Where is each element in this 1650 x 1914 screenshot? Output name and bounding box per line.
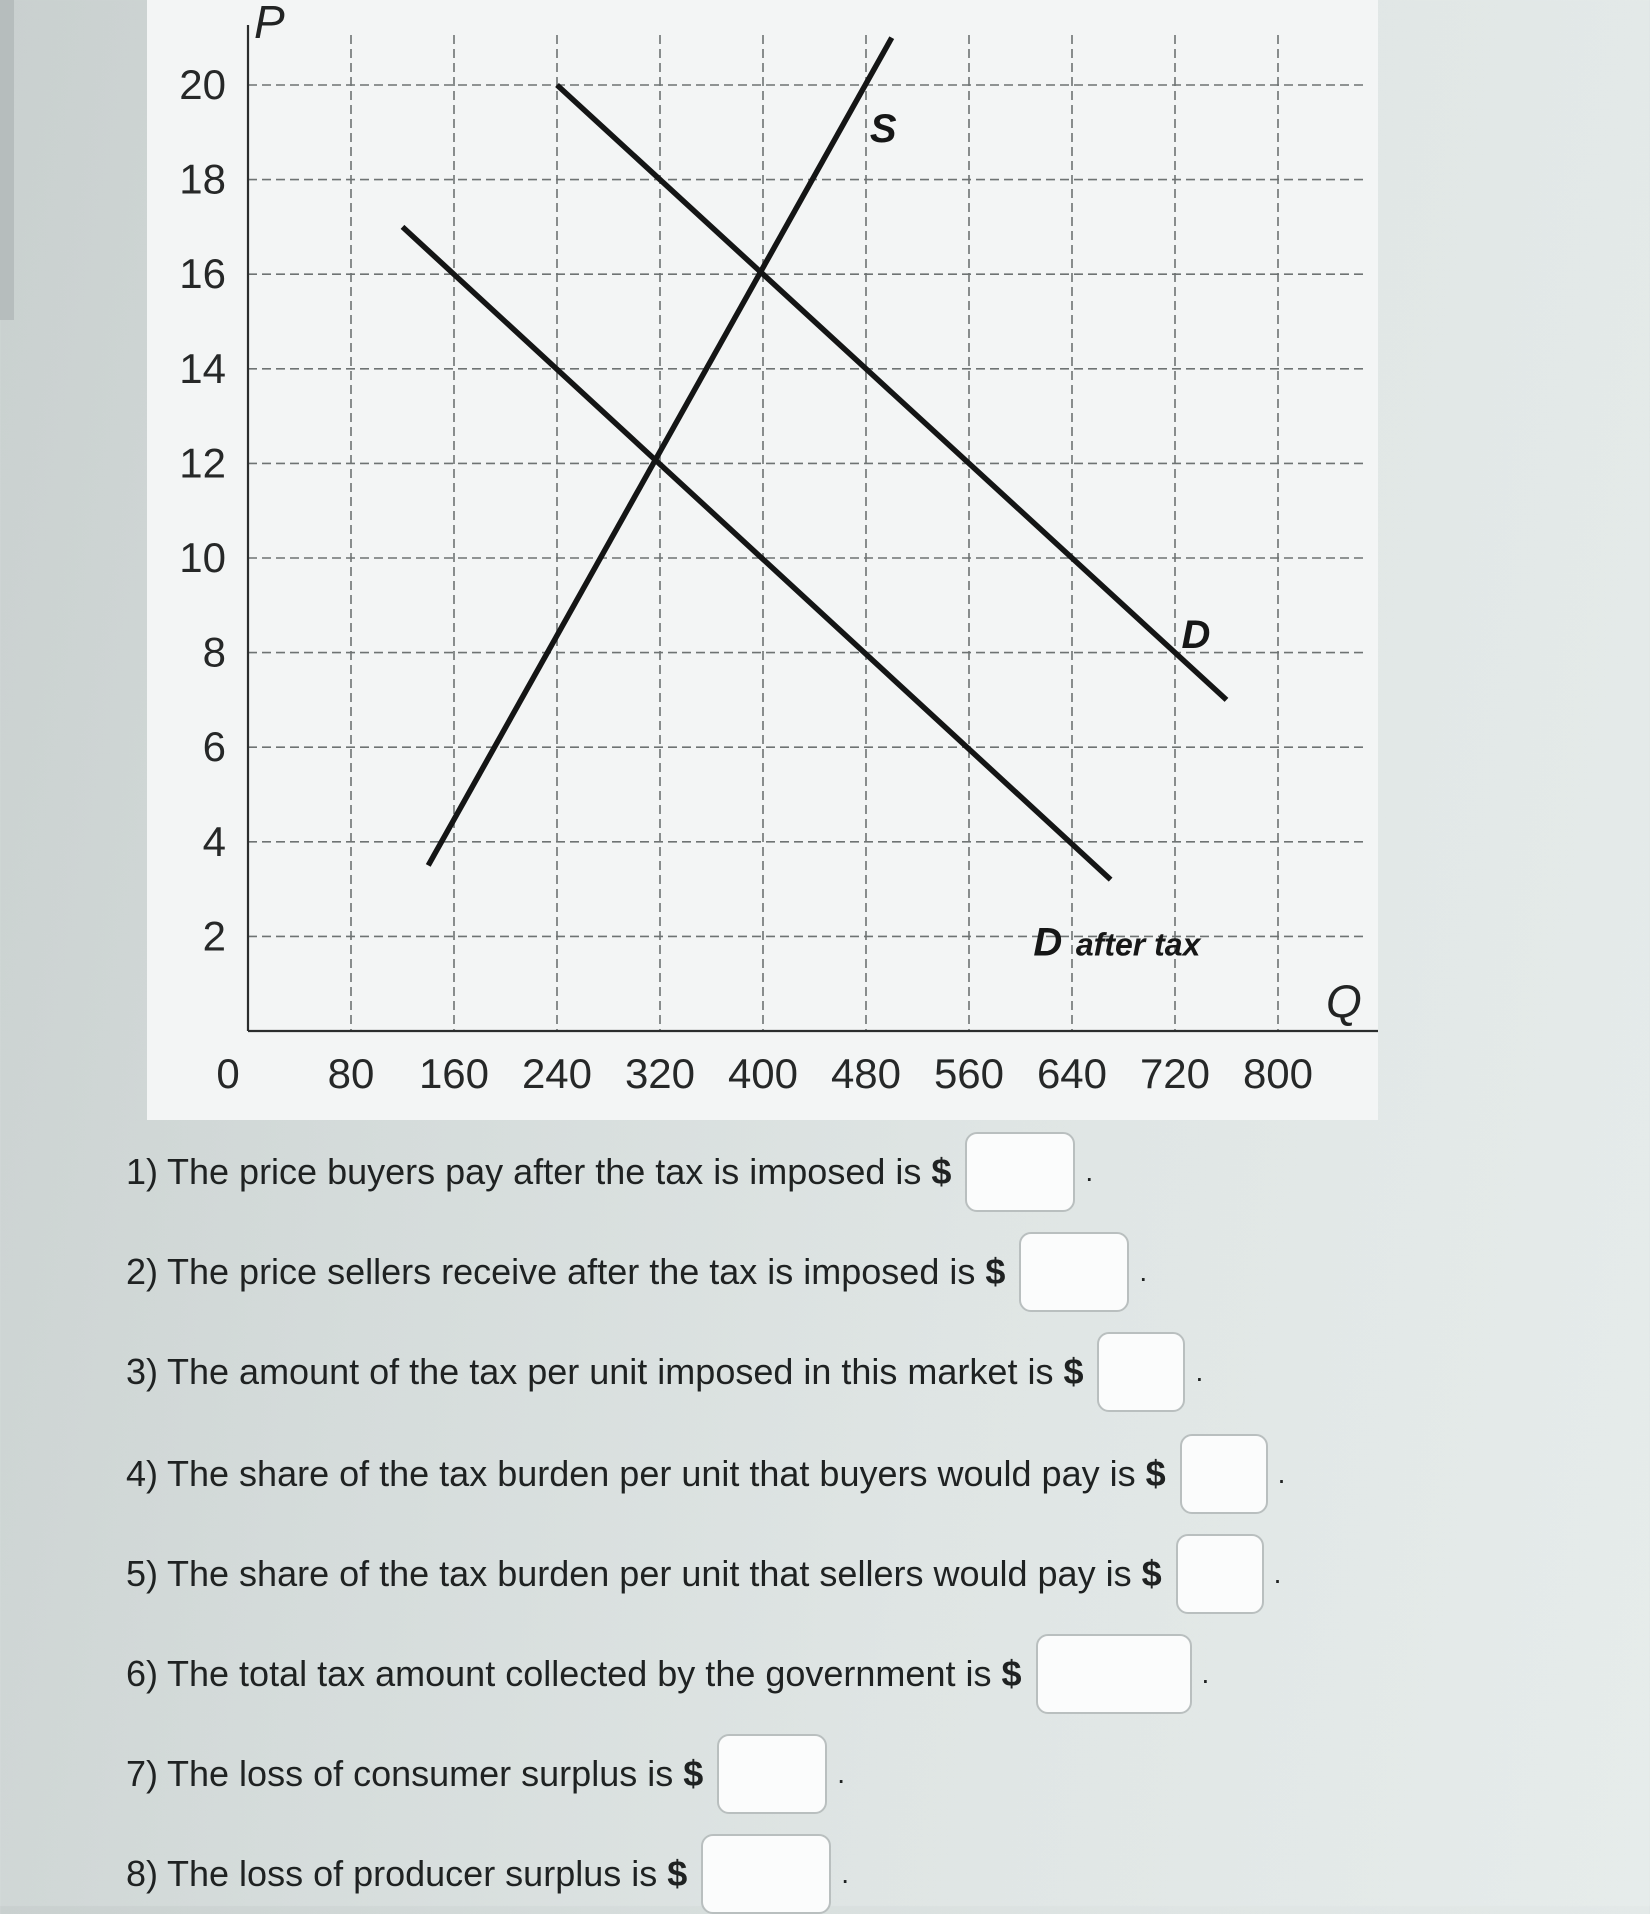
question-number: 5) — [126, 1553, 158, 1595]
answer-input-2[interactable] — [1019, 1232, 1129, 1312]
question-number: 7) — [126, 1753, 158, 1795]
question-text: The share of the tax burden per unit that sellers would pay is — [167, 1553, 1132, 1595]
currency-symbol: $ — [1063, 1351, 1083, 1393]
sentence-end: . — [1195, 1356, 1203, 1388]
answer-input-6[interactable] — [1036, 1634, 1192, 1714]
question-1 — [126, 1132, 1093, 1212]
x-tick-label: 480 — [831, 1050, 901, 1097]
answer-input-8[interactable] — [701, 1834, 831, 1914]
chart-panel — [147, 0, 1378, 1120]
question-text: The total tax amount collected by the government is — [167, 1653, 991, 1695]
question-number: 2) — [126, 1251, 158, 1293]
question-text: The share of the tax burden per unit that buyers would pay is — [167, 1453, 1136, 1495]
origin-label: 0 — [216, 1050, 239, 1097]
question-6 — [126, 1634, 1209, 1714]
demand-after-tax-note: after tax — [1076, 926, 1202, 962]
currency-symbol: $ — [1001, 1653, 1021, 1695]
answer-input-7[interactable] — [717, 1734, 827, 1814]
labels — [179, 0, 1362, 1097]
x-tick-label: 240 — [522, 1050, 592, 1097]
supply-demand-chart — [147, 0, 1378, 1120]
question-number: 3) — [126, 1351, 158, 1393]
currency-symbol: $ — [1142, 1553, 1162, 1595]
x-tick-label: 640 — [1037, 1050, 1107, 1097]
x-tick-label: 160 — [419, 1050, 489, 1097]
question-4 — [126, 1434, 1285, 1514]
y-axis-title: P — [254, 0, 285, 48]
y-tick-label: 2 — [203, 912, 226, 959]
sentence-end: . — [1274, 1558, 1282, 1590]
question-text: The price buyers pay after the tax is imposed is — [167, 1151, 921, 1193]
sentence-end: . — [841, 1858, 849, 1890]
y-tick-label: 16 — [179, 250, 226, 297]
question-number: 8) — [126, 1853, 158, 1895]
sentence-end: . — [1202, 1658, 1210, 1690]
question-8 — [126, 1834, 849, 1914]
window-edge — [0, 0, 14, 320]
demand-after-tax-label: D — [1033, 920, 1062, 964]
answer-input-5[interactable] — [1176, 1534, 1264, 1614]
question-number: 6) — [126, 1653, 158, 1695]
question-7 — [126, 1734, 845, 1814]
curves — [403, 38, 1227, 880]
y-tick-label: 4 — [203, 818, 226, 865]
answer-input-4[interactable] — [1180, 1434, 1268, 1514]
demand-curve — [557, 85, 1227, 700]
x-tick-label: 320 — [625, 1050, 695, 1097]
demand-after-tax-curve — [403, 227, 1111, 880]
sentence-end: . — [1139, 1256, 1147, 1288]
sentence-end: . — [1278, 1458, 1286, 1490]
question-number: 4) — [126, 1453, 158, 1495]
currency-symbol: $ — [683, 1753, 703, 1795]
answer-input-1[interactable] — [965, 1132, 1075, 1212]
x-tick-label: 720 — [1140, 1050, 1210, 1097]
sentence-end: . — [1085, 1156, 1093, 1188]
y-tick-label: 8 — [203, 629, 226, 676]
question-text: The loss of producer surplus is — [167, 1853, 657, 1895]
x-axis-title: Q — [1326, 975, 1362, 1027]
question-text: The loss of consumer surplus is — [167, 1753, 673, 1795]
currency-symbol: $ — [931, 1151, 951, 1193]
x-tick-label: 400 — [728, 1050, 798, 1097]
x-tick-label: 80 — [328, 1050, 375, 1097]
y-tick-label: 14 — [179, 345, 226, 392]
question-text: The amount of the tax per unit imposed in this market is — [167, 1351, 1053, 1393]
sentence-end: . — [837, 1758, 845, 1790]
question-3 — [126, 1332, 1203, 1412]
demand-label: D — [1181, 613, 1210, 657]
y-tick-label: 12 — [179, 439, 226, 486]
currency-symbol: $ — [1146, 1453, 1166, 1495]
question-text: The price sellers receive after the tax is imposed is — [167, 1251, 975, 1293]
y-tick-label: 10 — [179, 534, 226, 581]
currency-symbol: $ — [985, 1251, 1005, 1293]
supply-label: S — [870, 107, 897, 151]
currency-symbol: $ — [667, 1853, 687, 1895]
x-tick-label: 560 — [934, 1050, 1004, 1097]
question-5 — [126, 1534, 1281, 1614]
y-tick-label: 18 — [179, 156, 226, 203]
question-2 — [126, 1232, 1147, 1312]
x-tick-label: 800 — [1243, 1050, 1313, 1097]
y-tick-label: 6 — [203, 723, 226, 770]
y-tick-label: 20 — [179, 61, 226, 108]
question-number: 1) — [126, 1151, 158, 1193]
answer-input-3[interactable] — [1097, 1332, 1185, 1412]
